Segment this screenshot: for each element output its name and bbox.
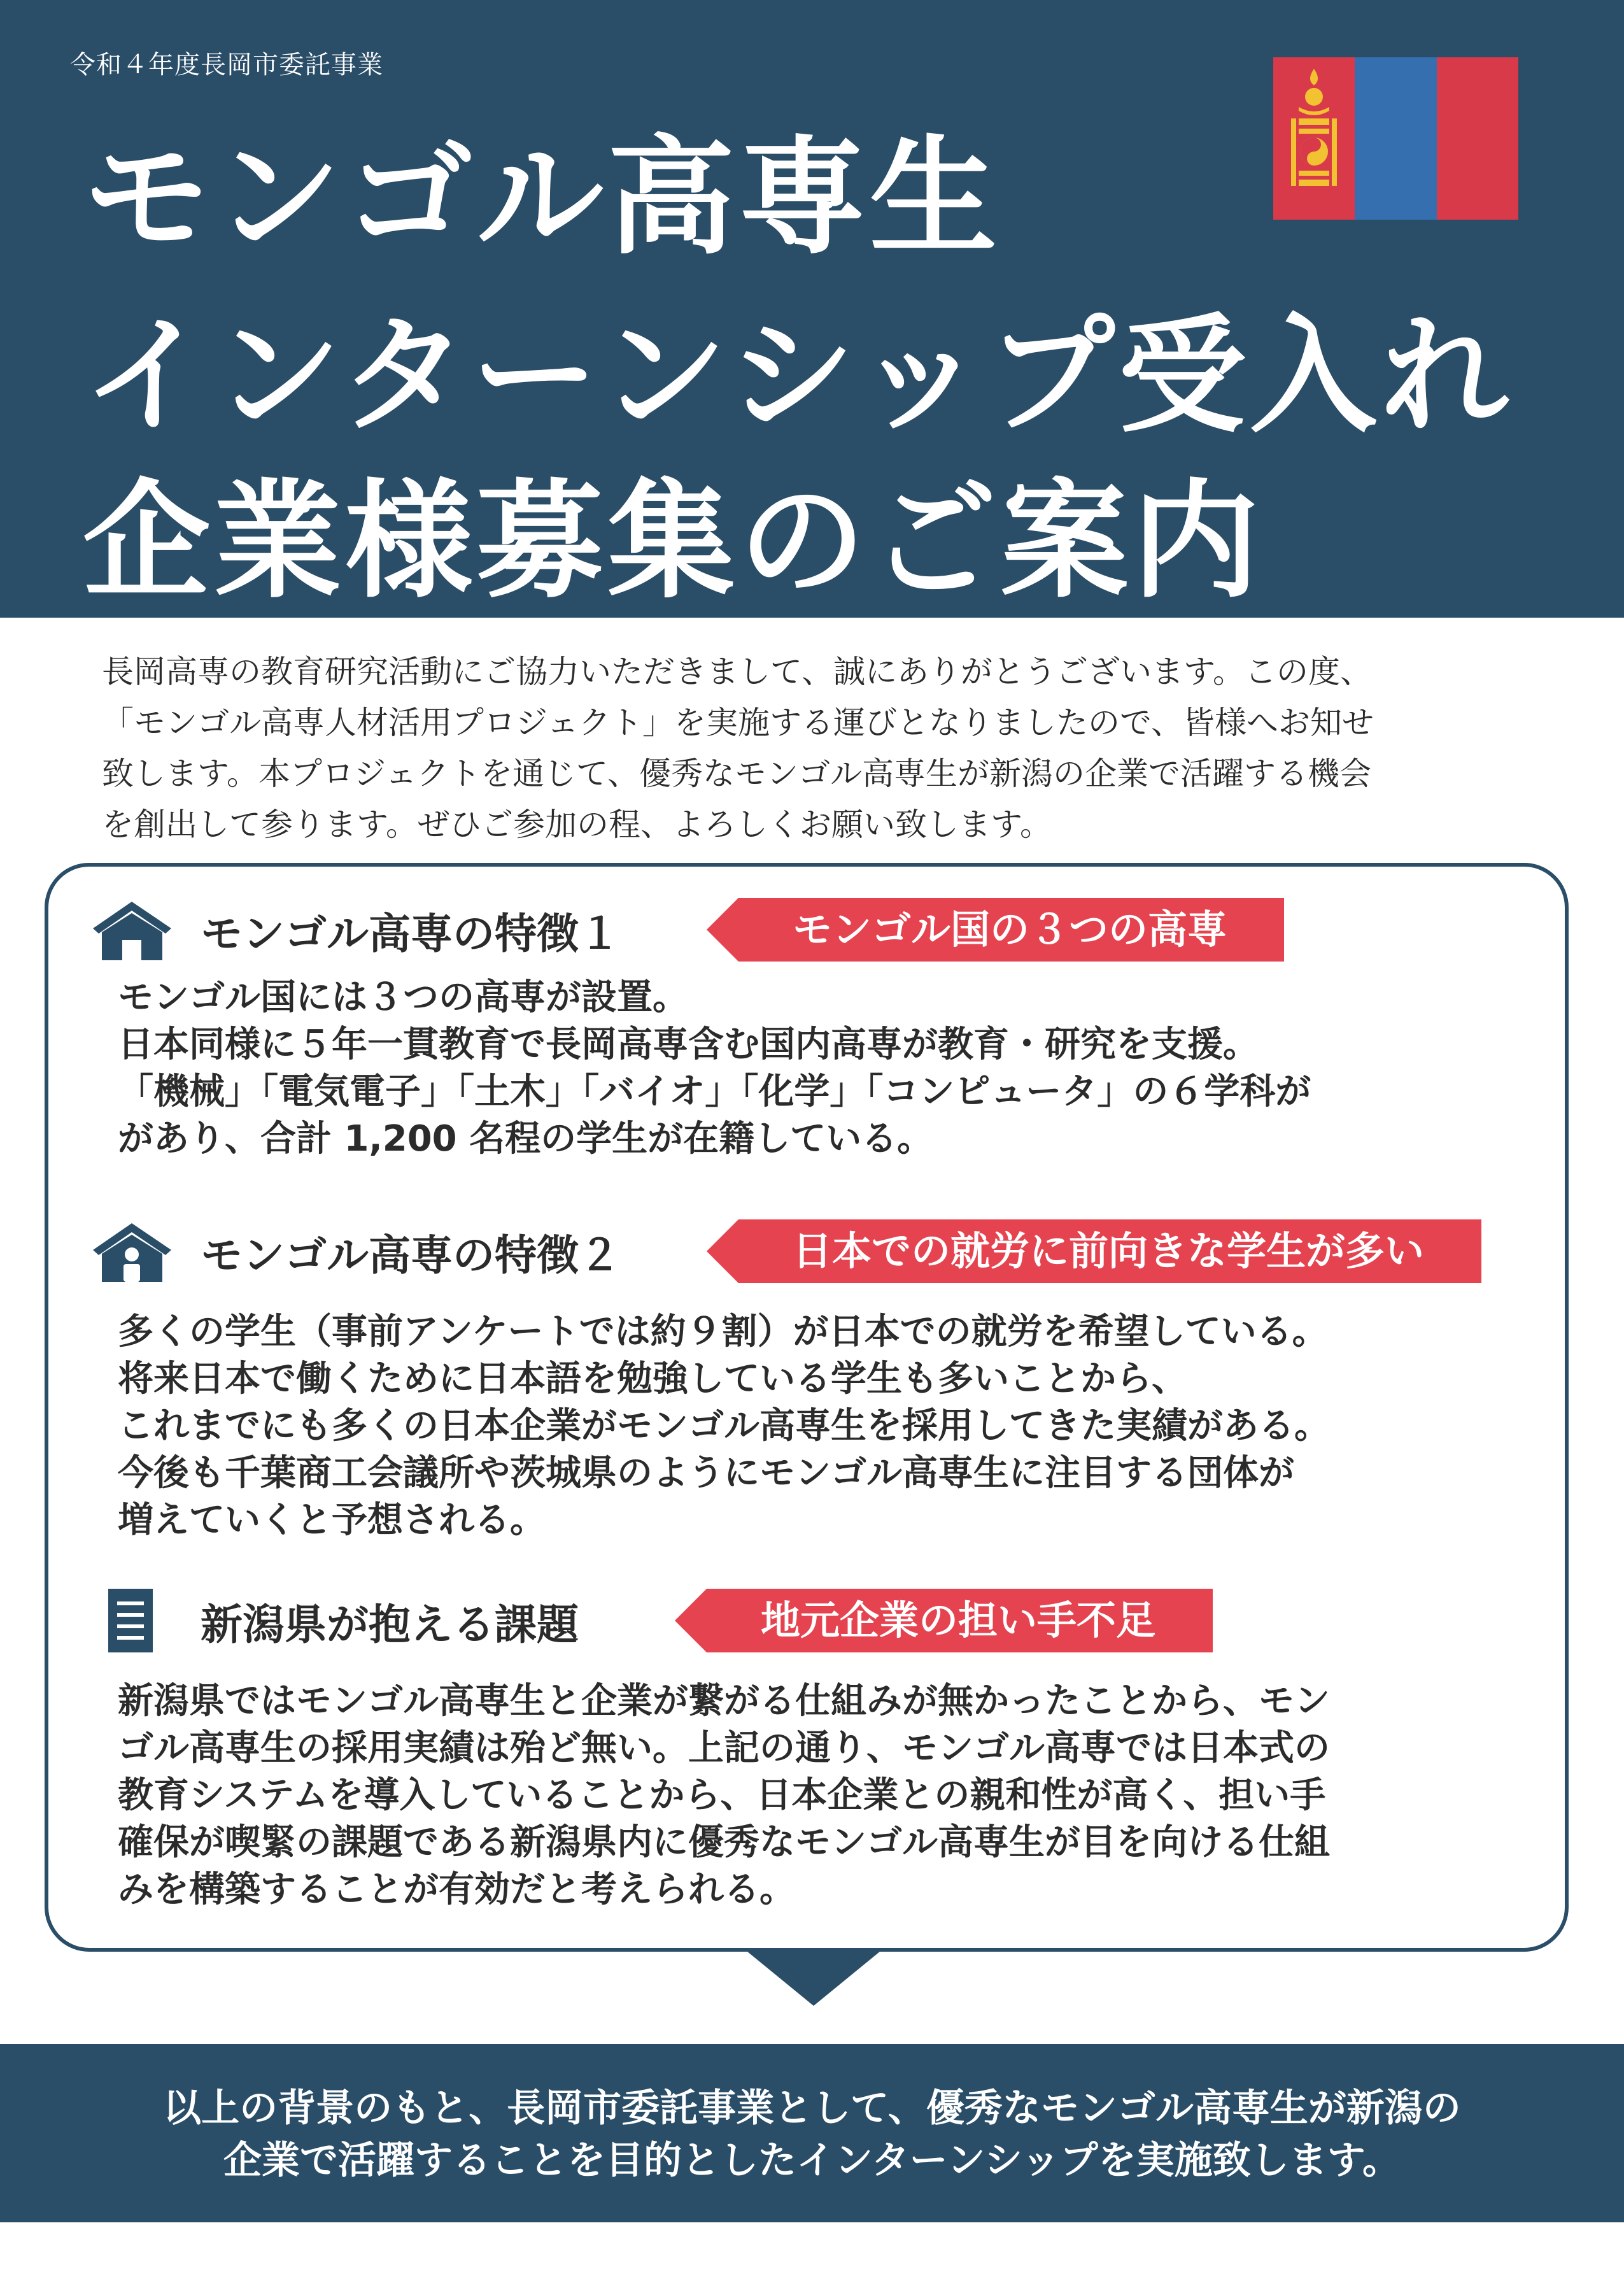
section-1-line: モンゴル国には３つの高専が設置。 [118, 977, 688, 1018]
title-line-3: 企業様募集のご案内 [83, 467, 1264, 616]
section-2-line: これまでにも多くの日本企業がモンゴル高専生を採用してきた実績がある。 [118, 1405, 1330, 1447]
section-1-line: 「機械」「電気電子」「土木」「バイオ」「化学」「コンピュータ」の６学科が [118, 1071, 1311, 1112]
section-3-header [89, 1589, 579, 1652]
panel-pointer [744, 1949, 884, 2006]
section-2-line: 将来日本で働くために日本語を勉強している学生も多いことから、 [118, 1358, 1187, 1400]
intro-paragraph [102, 646, 1534, 850]
section-3-line: ゴル高専生の採用実績は殆ど無い。上記の通り、モンゴル高専では日本式の [118, 1728, 1330, 1769]
title-line-1: モンゴル高専生 [83, 124, 1001, 272]
section-3-tag: 地元企業の担い手不足 [707, 1589, 1213, 1652]
footer-banner [0, 2044, 1624, 2222]
flag-right-band [1437, 57, 1518, 220]
mongolia-flag-icon [1273, 57, 1518, 220]
section-3-line: 新潟県ではモンゴル高専生と企業が繋がる仕組みが無かったことから、モン [118, 1680, 1330, 1722]
intro-line: を創出して参ります。ぜひご参加の程、よろしくお願い致します。 [102, 806, 1052, 843]
intro-line: 致します。本プロジェクトを通じて、優秀なモンゴル高専生が新潟の企業で活躍する機会 [102, 755, 1371, 792]
section-3-line: 教育システムを導入していることから、日本企業との親和性が高く、担い手 [118, 1775, 1326, 1816]
flag-left-band [1273, 57, 1355, 220]
intro-line: 長岡高専の教育研究活動にご協力いただきまして、誠にありがとうございます。この度、 [102, 653, 1372, 690]
section-3-title: 新潟県が抱える課題 [201, 1600, 579, 1649]
footer-line-1: 以上の背景のもと、長岡市委託事業として、優秀なモンゴル高専生が新潟の [163, 2086, 1461, 2131]
section-1-tag: モンゴル国の３つの高専 [738, 898, 1284, 962]
section-1-header [89, 898, 621, 962]
section-2-body [118, 1309, 1330, 1544]
section-1-body [118, 974, 1311, 1163]
header-subtitle: 令和４年度長岡市委託事業 [70, 50, 383, 80]
section-2-title: モンゴル高専の特徴２ [201, 1230, 621, 1280]
header-banner [0, 0, 1624, 618]
section-3-body [118, 1678, 1330, 1913]
section-1-line: があり、合計 1,200 名程の学生が在籍している。 [118, 1118, 933, 1160]
footer-line-2: 企業で活躍することを目的としたインターンシップを実施致します。 [223, 2138, 1401, 2183]
section-2-line: 今後も千葉商工会議所や茨城県のようにモンゴル高専生に注目する団体が [118, 1452, 1294, 1494]
house-icon [89, 898, 175, 962]
section-2-header [89, 1219, 621, 1283]
section-2-tag: 日本での就労に前向きな学生が多い [738, 1219, 1481, 1283]
section-3-line: みを構築することが有効だと考えられる。 [118, 1869, 795, 1910]
soyombo-icon [1273, 57, 1355, 220]
section-1-line: 日本同様に５年一貫教育で長岡高専含む国内高専が教育・研究を支援。 [118, 1024, 1259, 1065]
section-3-line: 確保が喫緊の課題である新潟県内に優秀なモンゴル高専生が目を向ける仕組 [118, 1822, 1330, 1863]
flag-center-band [1355, 57, 1436, 220]
document-list-icon [89, 1589, 175, 1652]
section-1-title: モンゴル高専の特徴１ [201, 909, 621, 958]
title-line-2: インターンシップ受入れ [83, 302, 1513, 450]
section-2-line: 多くの学生（事前アンケートでは約９割）が日本での就労を希望している。 [118, 1311, 1328, 1352]
house-person-icon [89, 1219, 175, 1283]
section-2-line: 増えていくと予想される。 [118, 1500, 546, 1541]
intro-line: 「モンゴル高専人材活用プロジェクト」を実施する運びとなりましたので、皆様へお知せ [102, 704, 1374, 741]
